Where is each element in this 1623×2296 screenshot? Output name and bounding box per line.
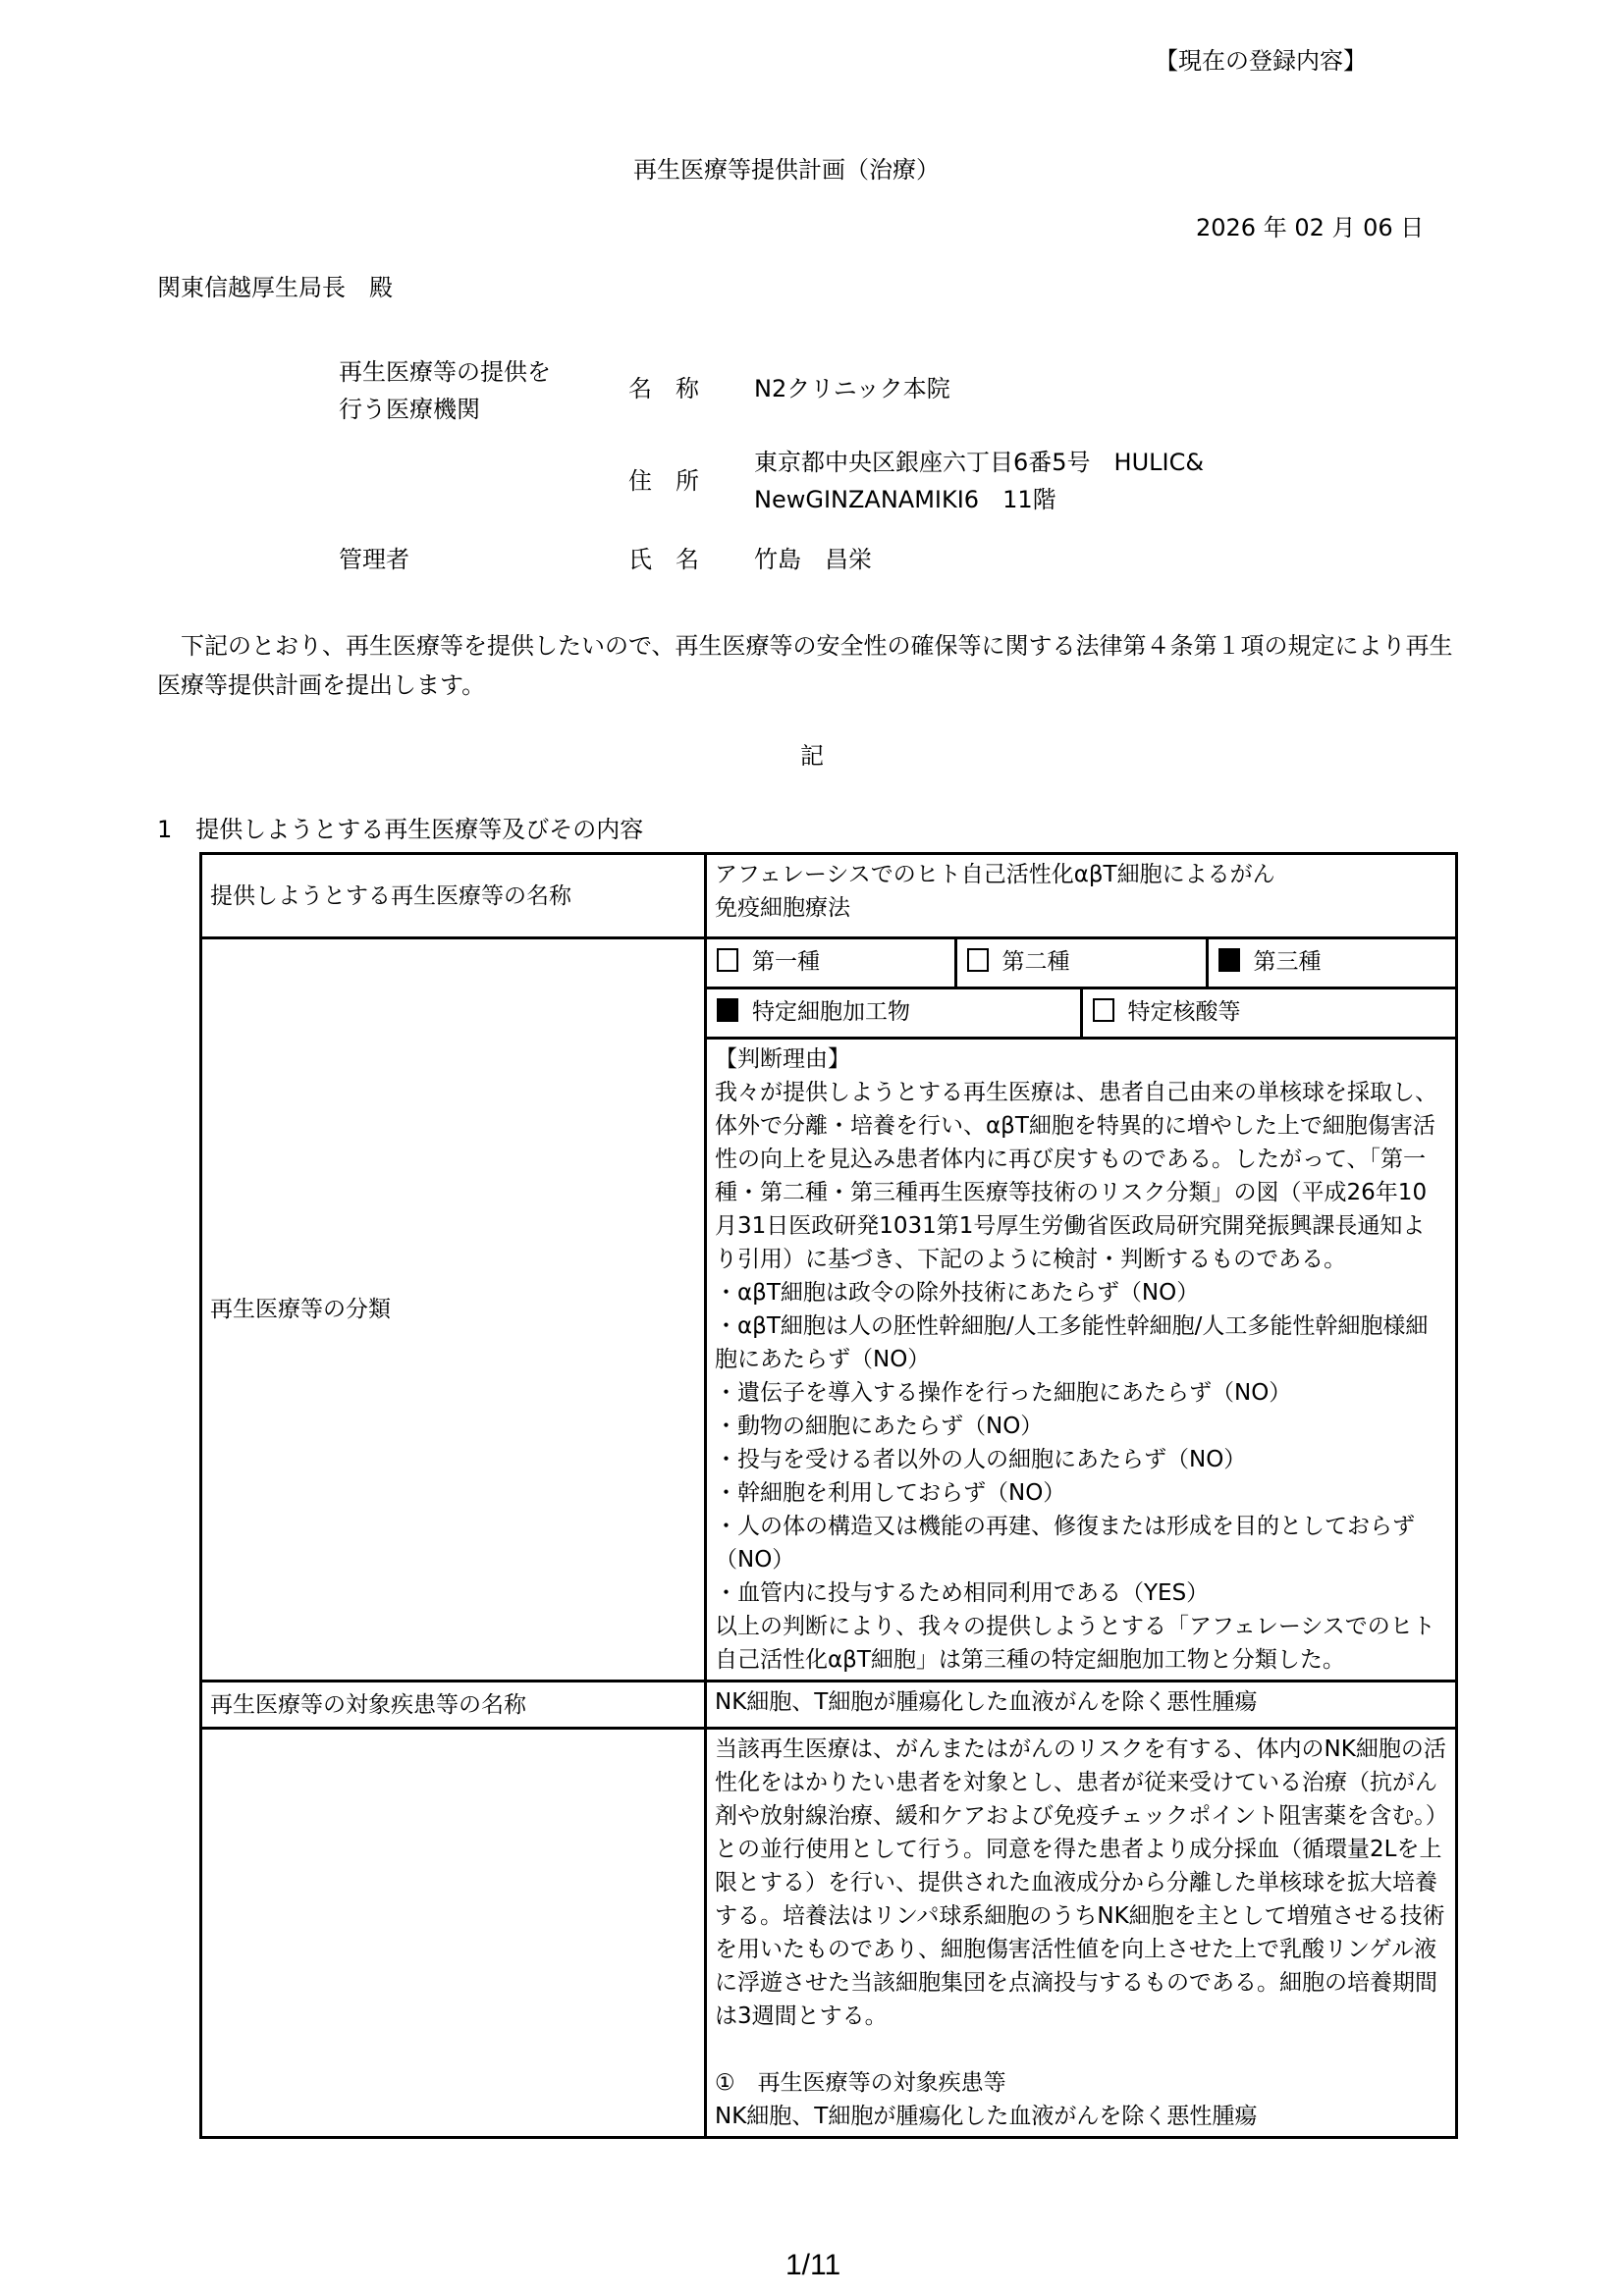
treatment-name-value: アフェレーシスでのヒト自己活性化αβT細胞によるがん 免疫細胞療法 [706,854,1457,938]
checkbox-icon[interactable] [967,948,989,972]
manager-label: 管理者 [339,546,409,573]
manager-name: 竹島 昌栄 [754,546,872,573]
section-heading: 1 提供しようとする再生医療等及びその内容 [157,816,644,843]
plan-table [199,852,1458,2139]
intro-paragraph: 下記のとおり、再生医療等を提供したいので、再生医療等の安全性の確保等に関する法律第４条第１項の規定により再生医療等提供計画を提出します。 [157,632,1453,699]
option-cell-product[interactable] [707,989,1081,1037]
registration-label: 【現在の登録内容】 [1155,47,1367,75]
treatment-name-label: 提供しようとする再生医療等の名称 [201,854,706,938]
disease-value: NK細胞、T細胞が腫瘍化した血液がんを除く悪性腫瘍 [706,1682,1457,1729]
checkbox-checked-icon[interactable] [1218,948,1240,972]
page-number: 1/11 [785,2249,841,2281]
option-label: 第二種 [1001,949,1070,975]
treatment-content: 当該再生医療は、がんまたはがんのリスクを有する、体内のNK細胞の活性化をはかりたい患者を対象とし、患者が従来受けている治療（抗がん剤や放射線治療、緩和ケアおよび免疫チェックポイント阻害薬を含む。）との並行使用として行う。同意を得た患者より成分採血（循環量2Lを上限とする）を行い、提供された血液成分から分離した単核球を拡大培養する。培養法はリンパ球系細胞のうちNK細胞を主として増殖させる技術を用いたものであり、細胞傷害活性値を向上させた上で乳酸リンゲル液に浮遊させた当該細胞集団を点滴投与するものである。細胞の培養期間は3週間とする。 ① 再生医療等の対象疾患等 NK細胞、T細胞が腫瘍化した血液がんを除く悪性腫瘍 [706,1729,1457,2138]
addressee: 関東信越厚生局長 殿 [157,274,393,301]
date: 2026 年 02 月 06 日 [1196,214,1425,241]
classification-reason: 【判断理由】 我々が提供しようとする再生医療は、患者自己由来の単核球を採取し、体外で分離・培養を行い、αβT細胞を特異的に増やした上で細胞傷害活性の向上を見込み患者体内に再び戻すものである。したがって、「第一種・第二種・第三種再生医療等技術のリスク分類」の図（平成26年10月31日医政研発1031第1号厚生労働省医政局研究開発振興課長通知より引用）に基づき、下記のように検討・判断するものである。 ・αβT細胞は政令の除外技術にあたらず（NO） ・αβT細胞は人の胚性幹細胞/人工多能性幹細胞/人工多能性幹細胞様細胞にあたらず（NO） ・遺伝子を導入する操作を行った細胞にあたらず（NO） ・動物の細胞にあたらず（NO） ・投与を受ける者以外の人の細胞にあたらず（NO） ・幹細胞を利用しておらず（NO） ・人の体の構造又は機能の再建、修復または形成を目的としておらず（NO） ・血管内に投与するため相同利用である（YES） 以上の判断により、我々の提供しようとする「アフェレーシスでのヒト自己活性化αβT細胞」は第三種の特定細胞加工物と分類した。 [706,1039,1457,1682]
type-options [707,989,1455,1037]
option-class-2[interactable] [955,939,1207,987]
institution-name: N2クリニック本院 [754,375,950,402]
ki-heading: 記 [800,742,824,770]
option-label: 第三種 [1253,949,1322,975]
institution-address: 東京都中央区銀座六丁目6番5号 HULIC& NewGINZANAMIKI6 11階 [754,449,1205,513]
content-label-cell [201,1729,706,2138]
option-class-3[interactable] [1207,939,1455,987]
class-options [707,939,1455,987]
option-label: 第一種 [752,949,820,975]
manager-name-label: 氏 名 [628,546,699,573]
option-nucleic-acid[interactable] [1081,989,1455,1037]
option-class-1[interactable] [707,939,955,987]
institution-label: 再生医療等の提供を 行う医療機関 [339,358,551,423]
classification-label: 再生医療等の分類 [201,938,706,1682]
option-label: 特定細胞加工物 [752,999,910,1025]
checkbox-icon[interactable] [717,948,738,972]
checkbox-checked-icon[interactable] [717,998,738,1022]
name-label: 名 称 [628,375,699,402]
address-label: 住 所 [628,467,699,495]
option-label: 特定核酸等 [1127,999,1241,1025]
checkbox-icon[interactable] [1093,998,1114,1022]
page-title: 再生医療等提供計画（治療） [633,156,940,184]
disease-label: 再生医療等の対象疾患等の名称 [201,1682,706,1729]
